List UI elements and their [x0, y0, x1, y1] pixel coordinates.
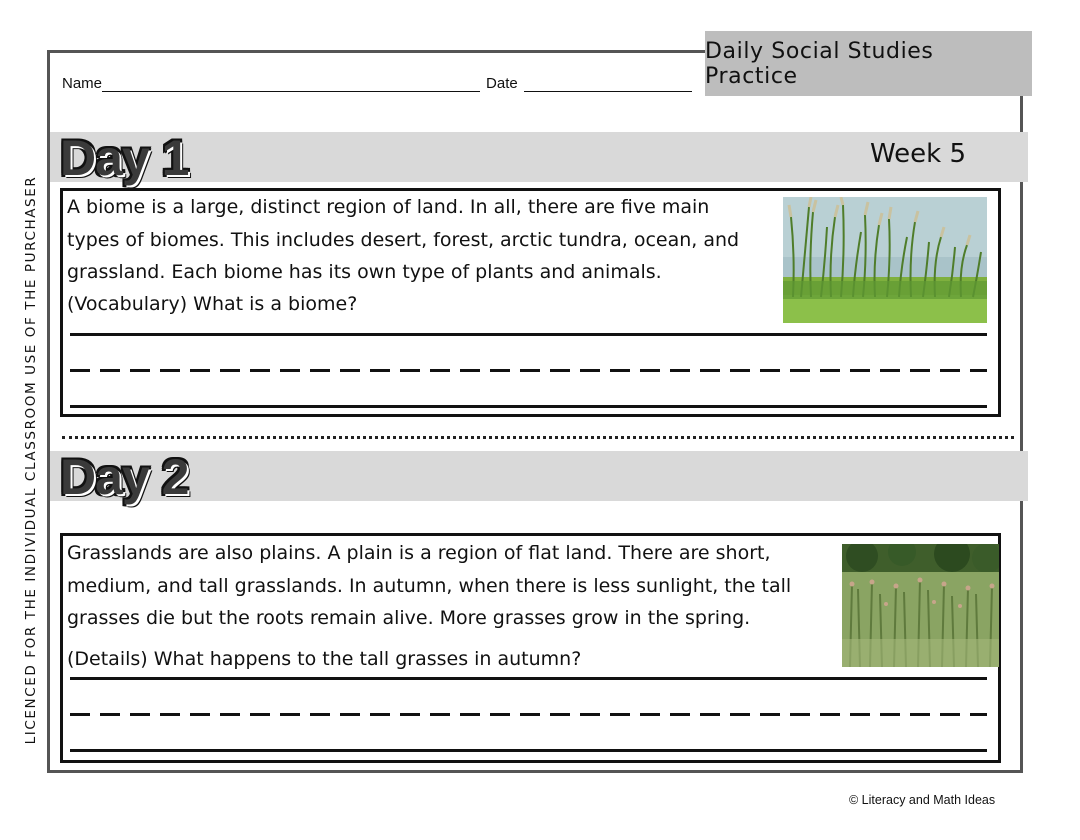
tall-grassland-field-photo [842, 544, 999, 667]
week-label: Week 5 [870, 139, 967, 169]
date-label: Date [486, 75, 518, 92]
day-1-heading: Day 1 [60, 130, 189, 186]
day-1-answer-line-top[interactable] [70, 333, 987, 336]
date-field[interactable] [524, 75, 692, 92]
day-2-band [50, 449, 1028, 505]
day-2-answer-line-top[interactable] [70, 677, 987, 680]
day-1-question: (Vocabulary) What is a biome? [67, 293, 358, 315]
day-1-passage: A biome is a large, distinct region of land. In all, there are five main types of biomes. This includes desert, forest, arctic tundra, ocean, and grassland. Each biome has its own type of plants and animals. [67, 196, 740, 283]
day-2-answer-line-bottom[interactable] [70, 749, 987, 752]
day-2-answer-line-dashed[interactable] [70, 713, 987, 716]
license-notice: LICENCED FOR THE INDIVIDUAL CLASSROOM USE OF THE PURCHASER [23, 175, 39, 745]
section-divider [62, 436, 1014, 439]
name-field[interactable] [102, 75, 480, 92]
day-2-heading: Day 2 [60, 449, 189, 505]
name-date-row [62, 75, 692, 92]
tall-grass-by-water-photo [783, 197, 987, 323]
day-1-answer-line-dashed[interactable] [70, 369, 987, 372]
day-1-answer-line-bottom[interactable] [70, 405, 987, 408]
series-title: Daily Social Studies Practice [705, 31, 1032, 96]
name-label: Name [62, 75, 103, 92]
day-2-question: (Details) What happens to the tall grasses in autumn? [67, 648, 582, 670]
day-2-passage: Grasslands are also plains. A plain is a region of flat land. There are short, medium, and tall grasslands. In autumn, when there is less sunlight, the tall grasses die but the roots remain alive. More grasses grow in the spring. [67, 542, 792, 629]
copyright-notice: © Literacy and Math Ideas [849, 793, 996, 807]
